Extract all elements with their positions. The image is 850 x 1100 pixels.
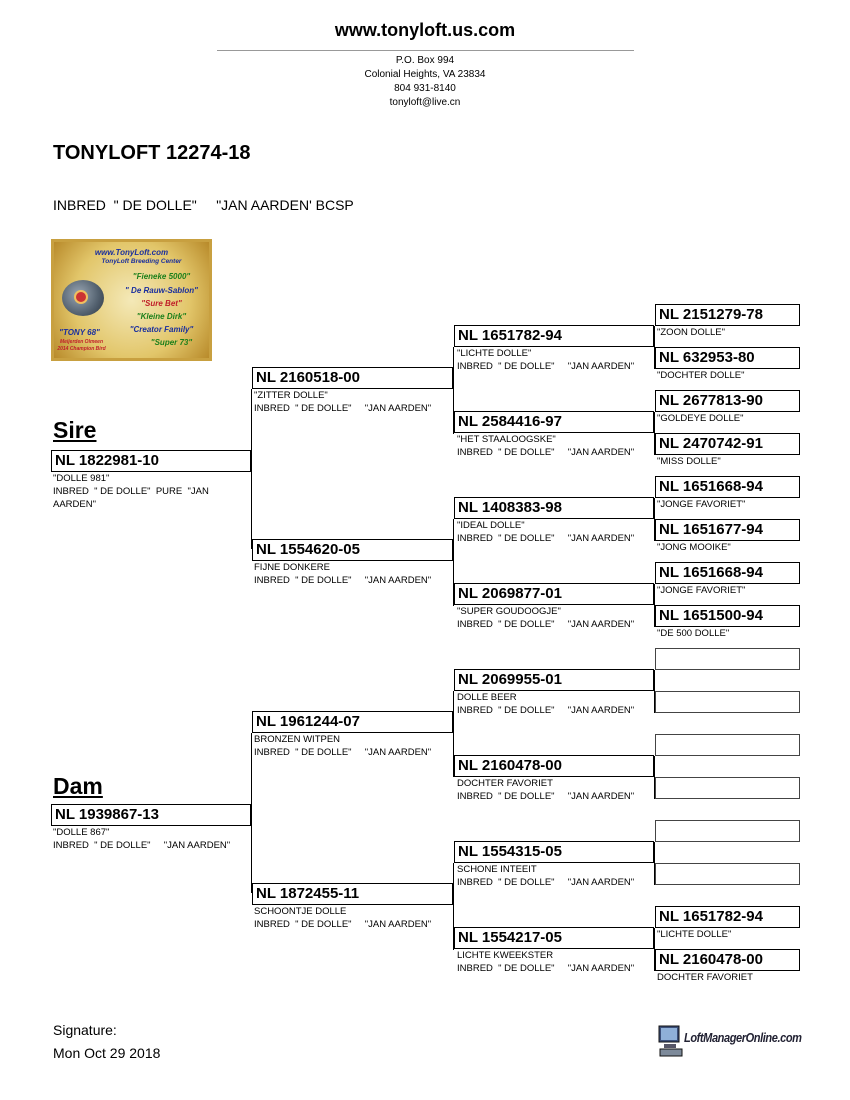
sire-ring-box: NL 1822981-10 — [51, 450, 251, 472]
connector-line — [251, 733, 252, 893]
gen4-info: DOCHTER FAVORIET — [657, 972, 753, 983]
pigeon-title: TONYLOFT 12274-18 — [53, 142, 251, 164]
pigeon-photo — [51, 239, 212, 361]
gen2-ring-box: NL 2160518-00 — [252, 367, 453, 389]
photo-text: 2014 Champion Bird — [57, 346, 106, 352]
photo-text: " De Rauw-Sablon" — [125, 286, 198, 295]
gen4-empty-box — [655, 777, 800, 799]
gen2-ring-box: NL 1872455-11 — [252, 883, 453, 905]
gen4-ring-box: NL 1651668-94 — [655, 476, 800, 498]
gen4-empty-box — [655, 820, 800, 842]
computer-logo-icon — [658, 1024, 684, 1058]
gen3-info: "IDEAL DOLLE" INBRED " DE DOLLE" "JAN AARDEN" — [457, 520, 635, 544]
photo-text: "Super 73" — [150, 338, 193, 347]
sire-label: Sire — [53, 417, 97, 443]
print-date: Mon Oct 29 2018 — [53, 1045, 161, 1061]
pigeon-eye-image — [74, 290, 88, 304]
connector-line — [251, 389, 252, 549]
gen3-ring-box: NL 2584416-97 — [454, 411, 654, 433]
dam-label: Dam — [53, 773, 103, 799]
sire-info: "DOLLE 981" INBRED " DE DOLLE" PURE "JAN AARDEN" — [53, 473, 209, 510]
photo-text: "Fieneke 5000" — [132, 272, 191, 281]
gen3-info: LICHTE KWEEKSTER INBRED " DE DOLLE" "JAN AARDEN" — [457, 950, 635, 974]
gen3-ring-box: NL 1651782-94 — [454, 325, 654, 347]
gen3-info: DOCHTER FAVORIET INBRED " DE DOLLE" "JAN AARDEN" — [457, 778, 635, 802]
gen4-ring-box: NL 1651782-94 — [655, 906, 800, 928]
gen3-info: "SUPER GOUDOOGJE" INBRED " DE DOLLE" "JAN AARDEN" — [457, 606, 635, 630]
photo-text: "Sure Bet" — [141, 299, 182, 308]
gen2-info: FIJNE DONKERE INBRED " DE DOLLE" "JAN AARDEN" — [254, 562, 432, 586]
gen4-info: "JONGE FAVORIET" — [657, 585, 746, 596]
gen4-info: "GOLDEYE DOLLE" — [657, 413, 744, 424]
gen3-ring-box: NL 1554217-05 — [454, 927, 654, 949]
photo-text: "Kleine Dirk" — [136, 312, 187, 321]
gen3-ring-box: NL 2069877-01 — [454, 583, 654, 605]
gen4-ring-box: NL 1651668-94 — [655, 562, 800, 584]
header-divider — [217, 50, 634, 51]
gen2-ring-box: NL 1554620-05 — [252, 539, 453, 561]
gen4-info: "JONG MOOIKE" — [657, 542, 731, 553]
dam-info: "DOLLE 867" INBRED " DE DOLLE" "JAN AARDEN" — [53, 827, 231, 851]
phone-number: 804 931-8140 — [394, 83, 456, 94]
gen4-empty-box — [655, 648, 800, 670]
gen2-info: "ZITTER DOLLE" INBRED " DE DOLLE" "JAN AARDEN" — [254, 390, 432, 414]
gen4-empty-box — [655, 691, 800, 713]
gen4-ring-box: NL 2151279-78 — [655, 304, 800, 326]
gen3-ring-box: NL 1408383-98 — [454, 497, 654, 519]
gen4-ring-box: NL 1651677-94 — [655, 519, 800, 541]
gen4-info: "MISS DOLLE" — [657, 456, 721, 467]
gen3-ring-box: NL 1554315-05 — [454, 841, 654, 863]
gen4-ring-box: NL 632953-80 — [655, 347, 800, 369]
gen4-empty-box — [655, 734, 800, 756]
photo-text: www.TonyLoft.com — [94, 248, 169, 257]
gen3-ring-box: NL 2069955-01 — [454, 669, 654, 691]
gen4-ring-box: NL 1651500-94 — [655, 605, 800, 627]
signature-label: Signature: — [53, 1022, 117, 1038]
gen4-info: "DE 500 DOLLE" — [657, 628, 730, 639]
pigeon-subtitle: INBRED " DE DOLLE" "JAN AARDEN' BCSP — [53, 197, 354, 213]
gen3-info: "HET STAALOOGSKE" INBRED " DE DOLLE" "JAN AARDEN" — [457, 434, 635, 458]
photo-text: "TONY 68" — [59, 328, 100, 337]
gen4-ring-box: NL 2470742-91 — [655, 433, 800, 455]
gen3-info: SCHONE INTEEIT INBRED " DE DOLLE" "JAN AARDEN" — [457, 864, 635, 888]
gen3-info: "LICHTE DOLLE" INBRED " DE DOLLE" "JAN AARDEN" — [457, 348, 635, 372]
gen4-info: "DOCHTER DOLLE" — [657, 370, 745, 381]
gen2-info: BRONZEN WITPEN INBRED " DE DOLLE" "JAN AARDEN" — [254, 734, 432, 758]
gen4-ring-box: NL 2160478-00 — [655, 949, 800, 971]
gen4-ring-box: NL 2677813-90 — [655, 390, 800, 412]
dam-ring-box: NL 1939867-13 — [51, 804, 251, 826]
website-heading: www.tonyloft.us.com — [334, 20, 516, 40]
gen4-empty-box — [655, 863, 800, 885]
photo-text: TonyLoft Breeding Center — [101, 258, 182, 265]
address-line-1: P.O. Box 994 — [395, 55, 455, 66]
gen4-info: "ZOON DOLLE" — [657, 327, 725, 338]
gen3-ring-box: NL 2160478-00 — [454, 755, 654, 777]
loft-manager-logo — [658, 1022, 802, 1062]
gen4-info: "JONGE FAVORIET" — [657, 499, 746, 510]
gen4-info: "LICHTE DOLLE" — [657, 929, 732, 940]
address-line-2: Colonial Heights, VA 23834 — [364, 69, 486, 80]
email-address: tonyloft@live.cn — [389, 97, 461, 108]
gen2-ring-box: NL 1961244-07 — [252, 711, 453, 733]
gen2-info: SCHOONTJE DOLLE INBRED " DE DOLLE" "JAN AARDEN" — [254, 906, 432, 930]
photo-text: "Creator Family" — [129, 325, 194, 334]
photo-text: Meijerden Olmeen — [59, 339, 104, 345]
loft-manager-logo-text: LoftManagerOnline.com — [684, 1030, 802, 1045]
gen3-info: DOLLE BEER INBRED " DE DOLLE" "JAN AARDEN" — [457, 692, 635, 716]
